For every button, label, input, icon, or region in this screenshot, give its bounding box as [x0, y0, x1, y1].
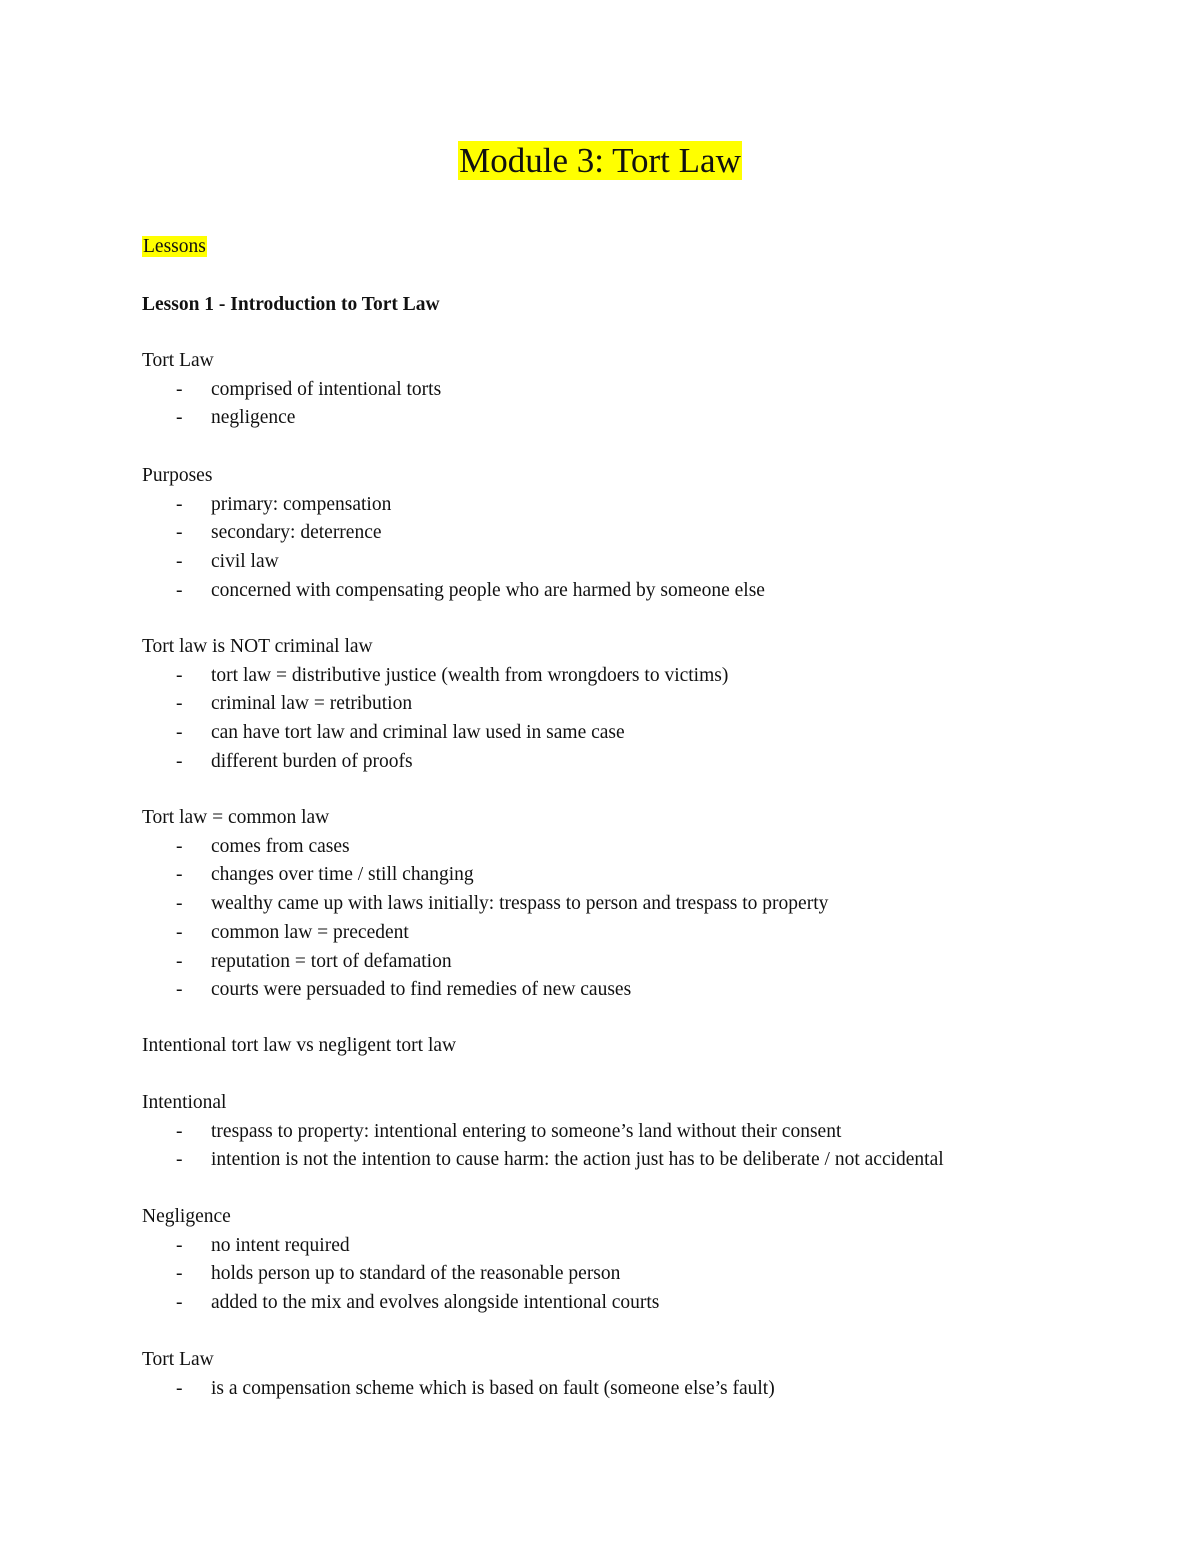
list-item-text: comes from cases [211, 835, 350, 857]
bullet-dash: - [176, 664, 183, 686]
bullet-list [142, 491, 765, 606]
list-item [142, 976, 828, 1005]
bullet-dash: - [176, 893, 183, 915]
list-item-text: reputation = tort of defamation [211, 950, 452, 972]
list-item [142, 919, 828, 948]
bullet-list [142, 1232, 659, 1318]
list-item [142, 1260, 659, 1289]
list-item [142, 948, 828, 977]
list-item-text: tort law = distributive justice (wealth from wrongdoers to victims) [211, 664, 729, 686]
bullet-dash: - [176, 378, 183, 400]
list-item-text: holds person up to standard of the reasonable person [211, 1263, 621, 1285]
list-item [142, 1146, 944, 1175]
list-item [142, 376, 441, 405]
list-item-text: primary: compensation [211, 493, 392, 515]
list-item-text: secondary: deterrence [211, 522, 382, 544]
bullet-dash: - [176, 1234, 183, 1256]
block-heading: Negligence [142, 1206, 231, 1227]
section-label-highlight: Lessons [143, 236, 206, 257]
block-purposes [142, 462, 765, 606]
list-item-text: trespass to property: intentional entering to someone’s land without their consent [211, 1120, 842, 1142]
block-intentional-vs-negligent [142, 1032, 456, 1061]
list-item [142, 748, 728, 777]
block-heading: Purposes [142, 465, 213, 486]
bullet-list [142, 662, 728, 777]
list-item-text: common law = precedent [211, 921, 409, 943]
block-intentional [142, 1089, 944, 1175]
bullet-dash: - [176, 921, 183, 943]
bullet-list [142, 376, 441, 433]
bullet-dash: - [176, 722, 183, 744]
bullet-dash: - [176, 522, 183, 544]
list-item-text: no intent required [211, 1234, 350, 1256]
bullet-dash: - [176, 1120, 183, 1142]
list-item [142, 1118, 944, 1147]
list-item [142, 1232, 659, 1261]
list-item [142, 1289, 659, 1318]
list-item [142, 577, 765, 606]
list-item-text: courts were persuaded to find remedies of new causes [211, 979, 632, 1001]
list-item-text: can have tort law and criminal law used in same case [211, 722, 625, 744]
bullet-dash: - [176, 864, 183, 886]
block-heading: Intentional tort law vs negligent tort law [142, 1035, 457, 1056]
bullet-dash: - [176, 551, 183, 573]
list-item-text: is a compensation scheme which is based on fault (someone else’s fault) [211, 1377, 775, 1399]
page-title [0, 138, 1200, 184]
list-item [142, 662, 728, 691]
block-heading: Tort Law [142, 1349, 214, 1370]
list-item-text: changes over time / still changing [211, 864, 474, 886]
bullet-dash: - [176, 579, 183, 601]
block-heading: Tort Law [142, 350, 214, 371]
bullet-dash: - [176, 979, 183, 1001]
block-tort-law [142, 347, 441, 433]
list-item [142, 719, 728, 748]
list-item-text: wealthy came up with laws initially: trespass to person and trespass to property [211, 893, 829, 915]
list-item [142, 404, 441, 433]
bullet-dash: - [176, 693, 183, 715]
block-heading: Intentional [142, 1092, 227, 1113]
bullet-dash: - [176, 950, 183, 972]
bullet-dash: - [176, 750, 183, 772]
list-item-text: criminal law = retribution [211, 693, 413, 715]
list-item [142, 519, 765, 548]
block-not-criminal-law [142, 633, 728, 777]
list-item [142, 548, 765, 577]
bullet-dash: - [176, 1377, 183, 1399]
list-item [142, 491, 765, 520]
list-item-text: negligence [211, 407, 296, 429]
list-item-text: comprised of intentional torts [211, 378, 442, 400]
bullet-list [142, 833, 828, 1005]
list-item [142, 833, 828, 862]
list-item [142, 861, 828, 890]
block-heading: Tort law is NOT criminal law [142, 636, 373, 657]
block-negligence [142, 1203, 659, 1318]
block-heading: Tort law = common law [142, 807, 330, 828]
list-item-text: different burden of proofs [211, 750, 413, 772]
block-tort-law-summary [142, 1346, 775, 1403]
bullet-list [142, 1375, 775, 1404]
list-item-text: civil law [211, 551, 279, 573]
list-item [142, 1375, 775, 1404]
title-highlight: Module 3: Tort Law [459, 141, 741, 180]
bullet-list [142, 1118, 944, 1175]
section-label [142, 233, 207, 262]
bullet-dash: - [176, 493, 183, 515]
block-common-law [142, 804, 828, 1005]
list-item [142, 890, 828, 919]
bullet-dash: - [176, 407, 183, 429]
list-item-text: added to the mix and evolves alongside intentional courts [211, 1292, 660, 1314]
lesson-heading: Lesson 1 - Introduction to Tort Law [142, 294, 440, 315]
list-item [142, 690, 728, 719]
list-item-text: intention is not the intention to cause harm: the action just has to be deliberate / not accidental [211, 1149, 944, 1171]
bullet-dash: - [176, 1149, 183, 1171]
bullet-dash: - [176, 835, 183, 857]
list-item-text: concerned with compensating people who are harmed by someone else [211, 579, 765, 601]
bullet-dash: - [176, 1263, 183, 1285]
bullet-dash: - [176, 1292, 183, 1314]
